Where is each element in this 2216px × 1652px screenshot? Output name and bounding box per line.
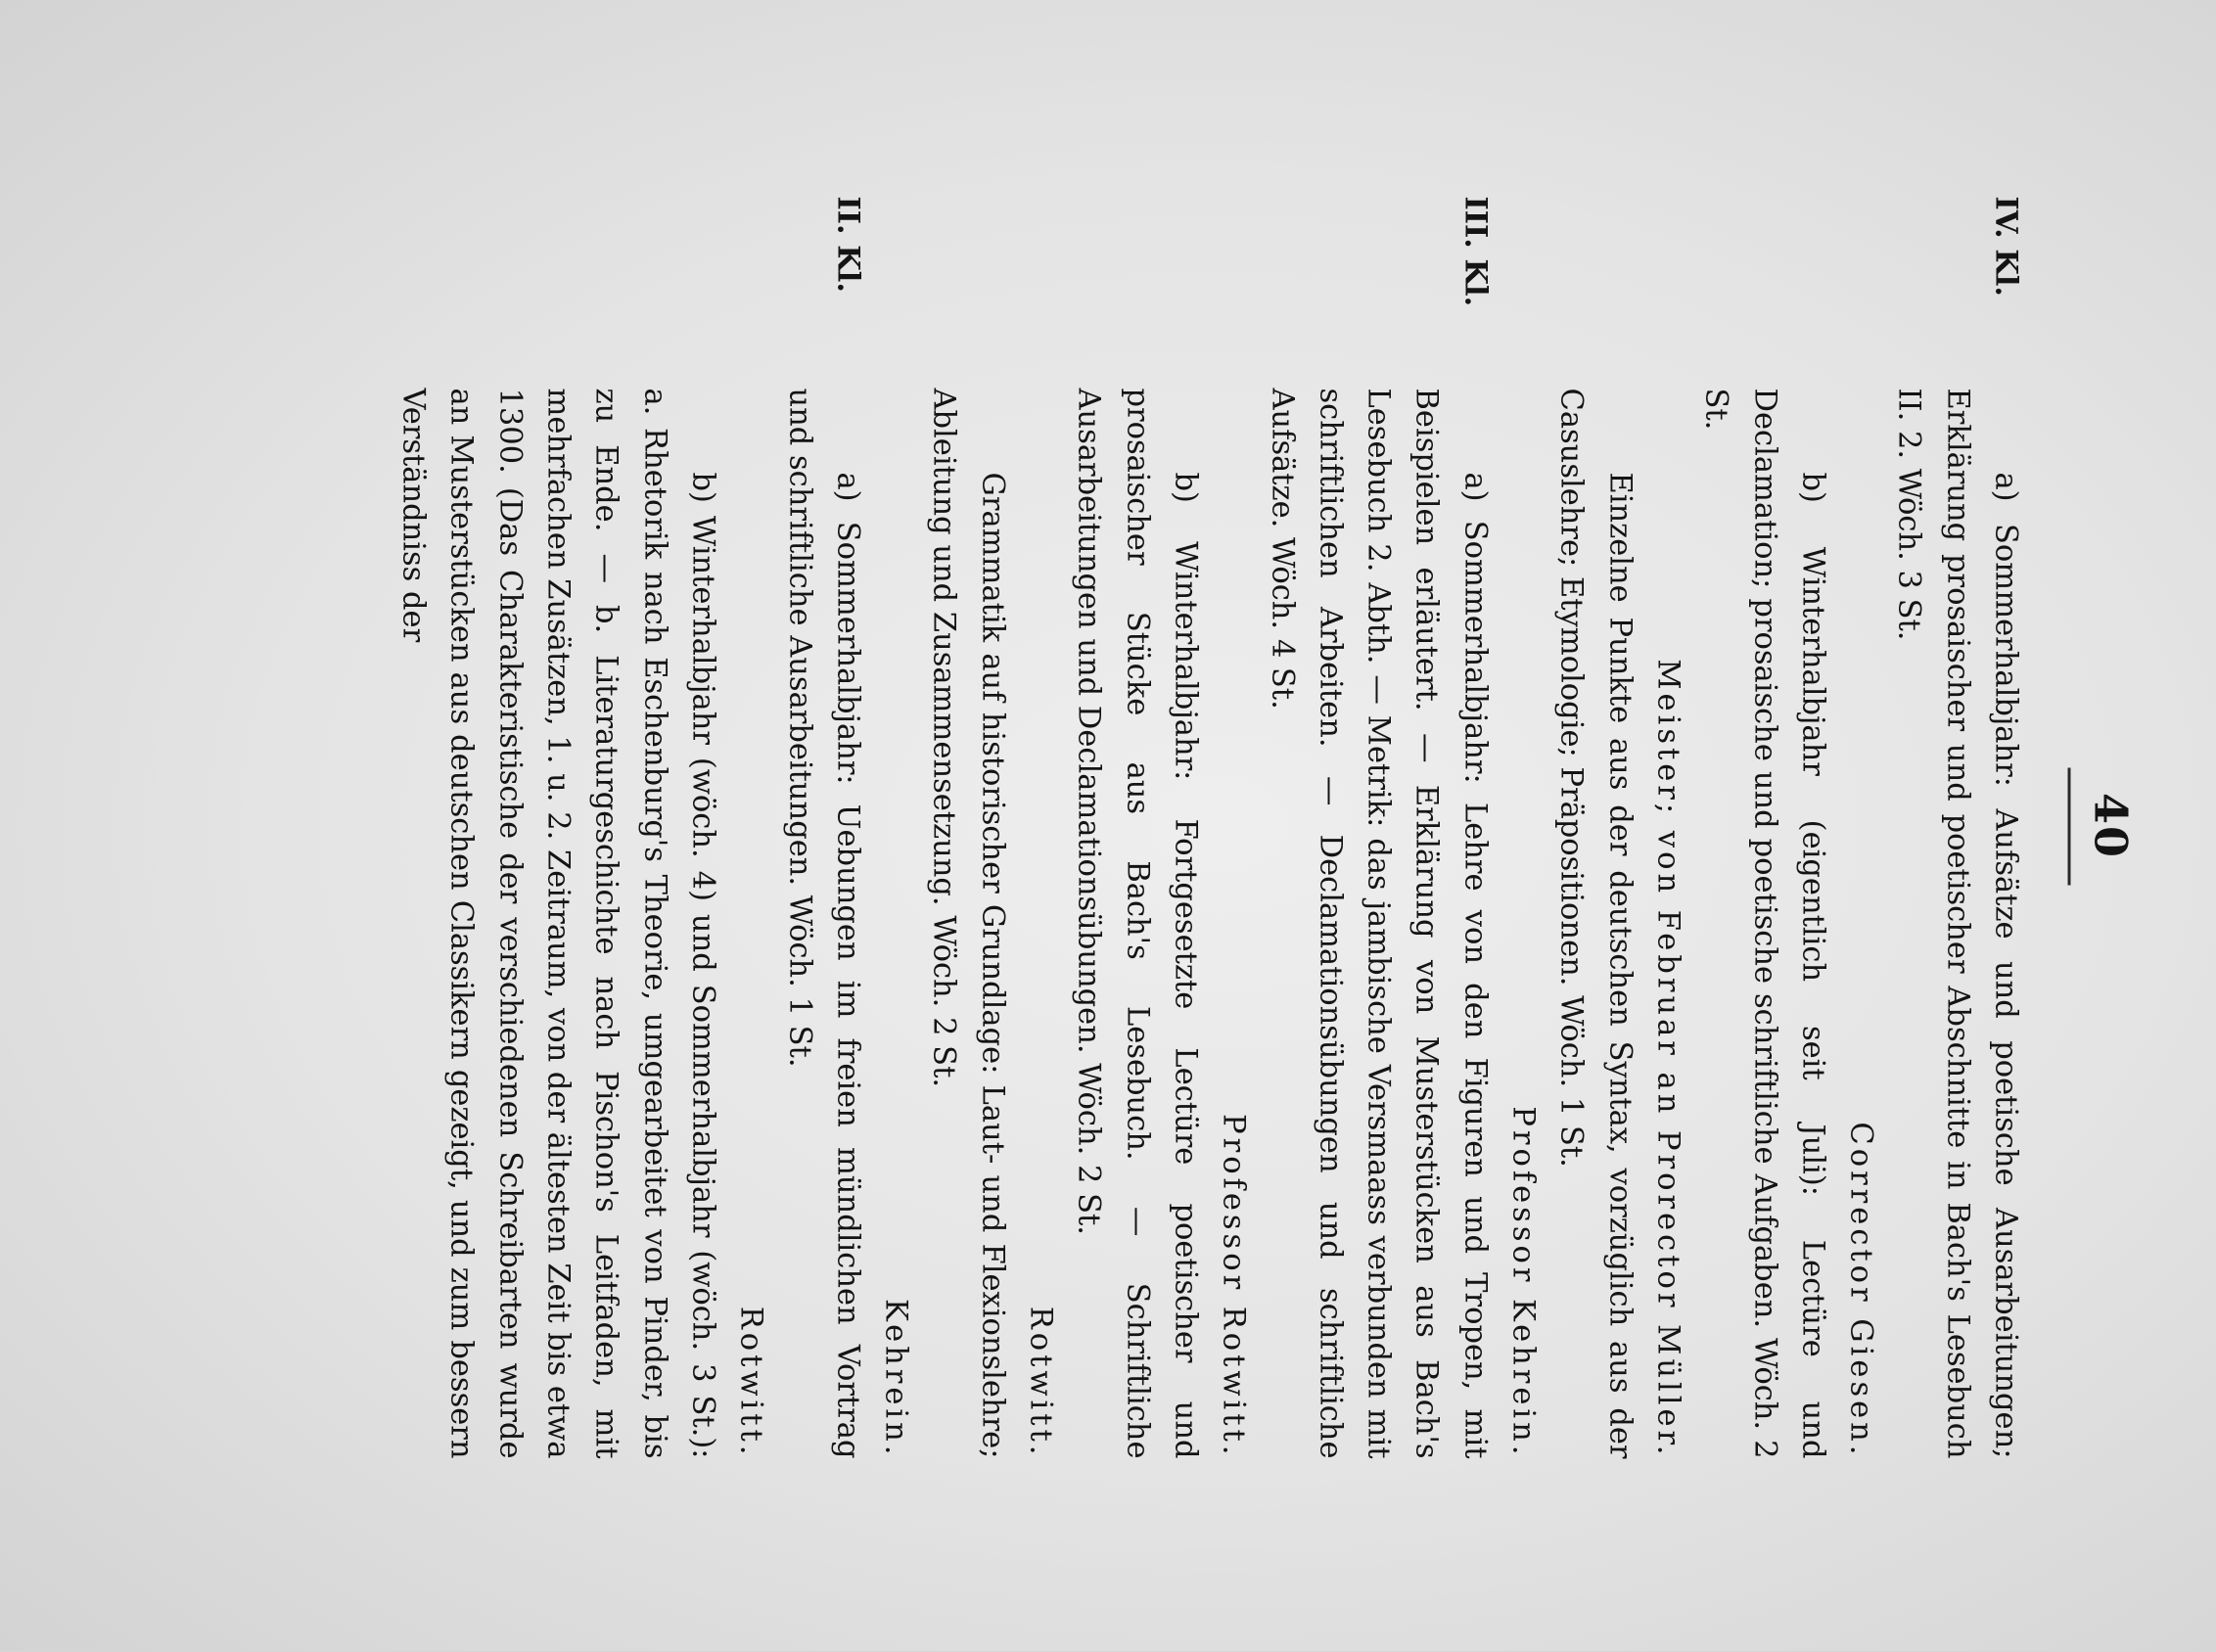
teacher-name: Professor Rotwitt. (1216, 1114, 1251, 1459)
teacher-name-inline: Meister; von Februar an Prorector Müller. (1650, 659, 1685, 1459)
class-entry-iii (871, 197, 1499, 1459)
teacher-name: Kehrein. (878, 1299, 913, 1459)
paragraph-winter: b) Winterhalbjahr (wöch. 4) und Sommerhalbjahr (wöch. 3 St.): a. Rhetorik nach Eschenburg's Theorie, umgearbeitet von Pinder, bis zu Ende. — b. Literaturgeschichte nach Pischon's Leitfaden, mit mehrfachen Zusätzen, 1. u. 2. Zeitraum, von der ältesten Zeit bis etwa 1300. (Das Charakteristische der verschiedenen Schreibarten wurde an Musterstücken aus deutschen Classikern gezeigt, und zum bessern Verständniss der (395, 388, 720, 1459)
paragraph-summer: a) Sommerhalbjahr: Lehre von den Figuren und Tropen, mit Beispielen erläutert. — Erklärung von Musterstücken aus Bach's Lesebuch 2. Abth. — Metrik: das jambische Versmaass verbunden mit schriftlichen Arbeiten. — Declamationsübungen und schriftliche Aufsätze. Wöch. 4 St. (1265, 388, 1493, 1459)
paragraph-winter: b) Winterhalbjahr (eigentlich seit Juli): Lectüre und Declamation; prosaische und poetische schriftliche Aufgaben. Wöch. 2 St. (1698, 388, 1830, 1459)
paragraph-summer: a) Sommerhalbjahr: Aufsätze und poetische Ausarbeitungen; Erklärung prosaischer und poetischer Abschnitte in Bach's Lesebuch II. 2. Wöch. 3 St. (1891, 388, 2023, 1459)
page-number-rule (2068, 767, 2071, 885)
class-label: IV. Kl. (1988, 196, 2024, 298)
class-label: III. Kl. (1457, 196, 1494, 307)
rotated-page (0, 1, 2216, 1652)
class-entry-iv (1499, 197, 2029, 1459)
page-number (2068, 1, 2138, 1652)
paragraph-grammar: Grammatik auf historischer Grundlage: Laut- und Flexionslehre; Ableitung und Zusammensetzung. Wöch. 2 St. (926, 388, 1010, 1459)
teacher-name: Rotwitt. (733, 1306, 768, 1459)
teacher-name: Corrector Giesen. (1843, 1122, 1878, 1459)
teacher-name: Professor Kehrein. (1505, 1106, 1541, 1459)
teacher-name: Rotwitt. (1023, 1306, 1058, 1459)
page-number-text: 40 (2084, 792, 2138, 859)
paragraph-winter: b) Winterhalbjahr: Fortgesetzte Lectüre poetischer und prosaischer Stücke aus Bach's Lesebuch. — Schriftliche Ausarbeitungen und Declamationsübungen. Wöch. 2 St. (1071, 388, 1203, 1459)
class-entry-ii (389, 197, 871, 1459)
paragraph-summer: a) Sommerhalbjahr: Uebungen im freien mündlichen Vortrag und schriftliche Ausarbeitungen. Wöch. 1 St. (782, 388, 865, 1459)
document-body (389, 197, 2029, 1459)
class-label: II. Kl. (830, 196, 866, 293)
paragraph-grammar: Einzelne Punkte aus der deutschen Syntax, vorzüglich aus der Casuslehre; Etymologie; Präpositionen. Wöch. 1 St. (1553, 388, 1638, 1459)
